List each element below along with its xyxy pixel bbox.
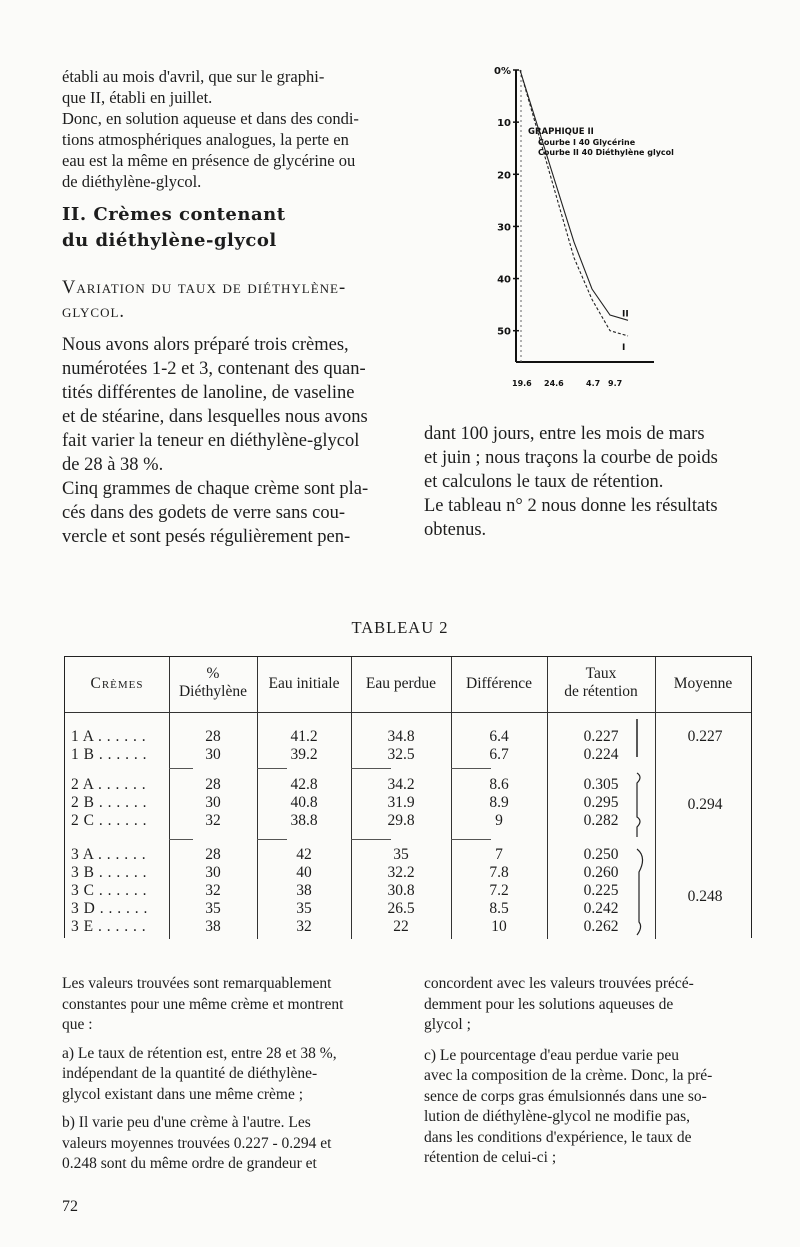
cell-perdue: 32.5 <box>387 746 415 763</box>
text-line: tions atmosphériques analogues, la perte en <box>62 130 349 149</box>
cell-pct: 32 <box>205 812 221 829</box>
cell-taux: 0.260 <box>583 864 619 881</box>
page-number: 72 <box>62 1198 78 1215</box>
col-header-moyenne: Moyenne <box>673 675 733 692</box>
cell-pct: 35 <box>205 900 221 917</box>
section-heading: II. Crèmes contenant du diéthylène-glycol <box>62 204 286 251</box>
graph-ii-chart <box>494 62 764 392</box>
row-label: 3 D . . . . . . <box>71 900 148 917</box>
cell-perdue: 29.8 <box>387 812 415 829</box>
cell-taux: 0.224 <box>583 746 619 763</box>
row-label: 3 E . . . . . . <box>71 918 147 935</box>
text-line: eau est la même en présence de glycérine ou <box>62 151 356 170</box>
cell-perdue: 32.2 <box>387 864 415 881</box>
cell-diff: 7 <box>495 846 503 863</box>
cell-pct: 32 <box>205 882 221 899</box>
col-header-pct: % Diéthylène <box>178 665 247 700</box>
x-tick-label: 9.7 <box>608 379 623 388</box>
y-tick-label: 0% <box>494 66 511 77</box>
text-line: que II, établi en juillet. <box>62 88 213 107</box>
cell-pct: 38 <box>205 918 221 935</box>
cell-taux: 0.225 <box>583 882 619 899</box>
cell-diff: 6.7 <box>489 746 509 763</box>
cell-pct: 30 <box>205 794 221 811</box>
cell-diff: 7.2 <box>489 882 509 899</box>
text-line: de diéthylène-glycol. <box>62 172 202 191</box>
series-II-line <box>520 70 628 320</box>
col-header-difference: Différence <box>466 675 532 692</box>
row-label: 3 C . . . . . . <box>71 882 147 899</box>
right-paragraph: dant 100 jours, entre les mois de mars et juin ; nous traçons la courbe de poids et calculons le taux de rétention. Le tableau n° 2 nous donne les résultats obtenus. <box>424 424 718 540</box>
series-I-line <box>520 70 628 336</box>
row-label: 1 B . . . . . . <box>71 746 147 763</box>
cell-diff: 8.9 <box>489 794 509 811</box>
y-tick-label: 10 <box>497 118 511 130</box>
cell-diff: 10 <box>491 918 507 935</box>
moyenne-2: 0.294 <box>687 796 723 813</box>
cell-pct: 28 <box>205 776 221 793</box>
cell-init: 38.8 <box>290 812 318 829</box>
y-tick-label: 50 <box>497 326 511 338</box>
cell-diff: 8.5 <box>489 900 509 917</box>
cell-init: 40.8 <box>290 794 318 811</box>
cell-perdue: 30.8 <box>387 882 415 899</box>
col-header-cremes: Crèmes <box>90 675 144 692</box>
text-line: établi au mois d'avril, que sur le graphi- <box>62 67 325 86</box>
cell-init: 42.8 <box>290 776 318 793</box>
row-label: 2 C . . . . . . <box>71 812 147 829</box>
cell-taux: 0.227 <box>583 728 619 745</box>
cell-pct: 28 <box>205 846 221 863</box>
col-header-taux: Taux de rétention <box>564 665 638 700</box>
cell-taux: 0.282 <box>583 812 619 829</box>
y-tick-label: 20 <box>497 170 511 182</box>
x-tick-label: 4.7 <box>586 379 601 388</box>
cell-init: 39.2 <box>290 746 318 763</box>
cell-init: 42 <box>296 846 312 863</box>
cell-perdue: 34.2 <box>387 776 415 793</box>
series-label: I <box>622 342 626 353</box>
cell-perdue: 34.8 <box>387 728 415 745</box>
cell-pct: 30 <box>205 864 221 881</box>
conclusions-left: Les valeurs trouvées sont remarquablement constantes pour une même crème et montrent que : a) Le taux de rétention est, entre 28 et 38 %, indépendant de la quantité de diéthylène- glycol existant dans une même crème ; b) Il varie peu d'une crème à l'autre. Les valeurs moyennes trouvées 0.227 - 0.294 et 0.248 sont du même ordre de grandeur et <box>62 975 344 1172</box>
cell-diff: 9 <box>495 812 503 829</box>
cell-diff: 6.4 <box>489 728 509 745</box>
cell-pct: 30 <box>205 746 221 763</box>
legend-entry: Courbe I 40 Glycérine <box>538 138 636 147</box>
row-label: 2 B . . . . . . <box>71 794 147 811</box>
x-tick-label: 19.6 <box>512 379 532 388</box>
cell-taux: 0.295 <box>583 794 619 811</box>
series-label: II <box>622 309 629 320</box>
cell-perdue: 22 <box>393 918 409 935</box>
col-header-eau-perdue: Eau perdue <box>365 675 437 692</box>
intro-paragraph <box>62 66 402 192</box>
cell-taux: 0.262 <box>583 918 619 935</box>
row-label: 3 A . . . . . . <box>71 846 147 863</box>
body-paragraph: Nous avons alors préparé trois crèmes, numérotées 1-2 et 3, contenant des quan- tités différentes de lanoline, de vaseline et de stéarine, dans lesquelles nous avons fait varier la teneur en diéthylène-glycol de 28 à 38 %. Cinq grammes de chaque crème sont pla- cés dans des godets de verre sans cou- vercle et sont pesés régulièrement pen- <box>62 335 369 547</box>
row-label: 1 A . . . . . . <box>71 728 147 745</box>
cell-taux: 0.250 <box>583 846 619 863</box>
col-header-eau-initiale: Eau initiale <box>268 675 340 692</box>
cell-init: 40 <box>296 864 312 881</box>
grouping-braces <box>633 717 653 939</box>
cell-init: 32 <box>296 918 312 935</box>
y-tick-label: 40 <box>497 274 511 286</box>
results-table <box>64 656 752 938</box>
cell-perdue: 31.9 <box>387 794 415 811</box>
cell-diff: 8.6 <box>489 776 509 793</box>
row-label: 2 A . . . . . . <box>71 776 147 793</box>
chart-title: GRAPHIQUE II <box>528 127 594 137</box>
row-label: 3 B . . . . . . <box>71 864 147 881</box>
cell-taux: 0.305 <box>583 776 619 793</box>
section-subheading: Variation du taux de diéthylène- glycol. <box>62 278 347 322</box>
x-tick-label: 24.6 <box>544 379 564 388</box>
legend-entry: Courbe II 40 Diéthylène glycol <box>538 148 674 157</box>
table-title: TABLEAU 2 <box>351 618 449 637</box>
cell-init: 41.2 <box>290 728 318 745</box>
cell-init: 35 <box>296 900 312 917</box>
cell-taux: 0.242 <box>583 900 619 917</box>
cell-init: 38 <box>296 882 312 899</box>
cell-perdue: 26.5 <box>387 900 415 917</box>
cell-diff: 7.8 <box>489 864 509 881</box>
y-tick-label: 30 <box>497 222 511 234</box>
moyenne-1: 0.227 <box>687 728 723 745</box>
text-line: Donc, en solution aqueuse et dans des condi- <box>62 109 359 128</box>
cell-pct: 28 <box>205 728 221 745</box>
moyenne-3: 0.248 <box>687 888 723 905</box>
conclusions-right: concordent avec les valeurs trouvées précé- demment pour les solutions aqueuses de glycol ; c) Le pourcentage d'eau perdue varie peu avec la composition de la crème. Donc, la pré- sence de corps gras émulsionnés dans une so- lution de diéthylène-glycol ne modifie pas, dans les conditions d'expérience, le taux de rétention de celui-ci ; <box>424 975 713 1166</box>
cell-perdue: 35 <box>393 846 409 863</box>
